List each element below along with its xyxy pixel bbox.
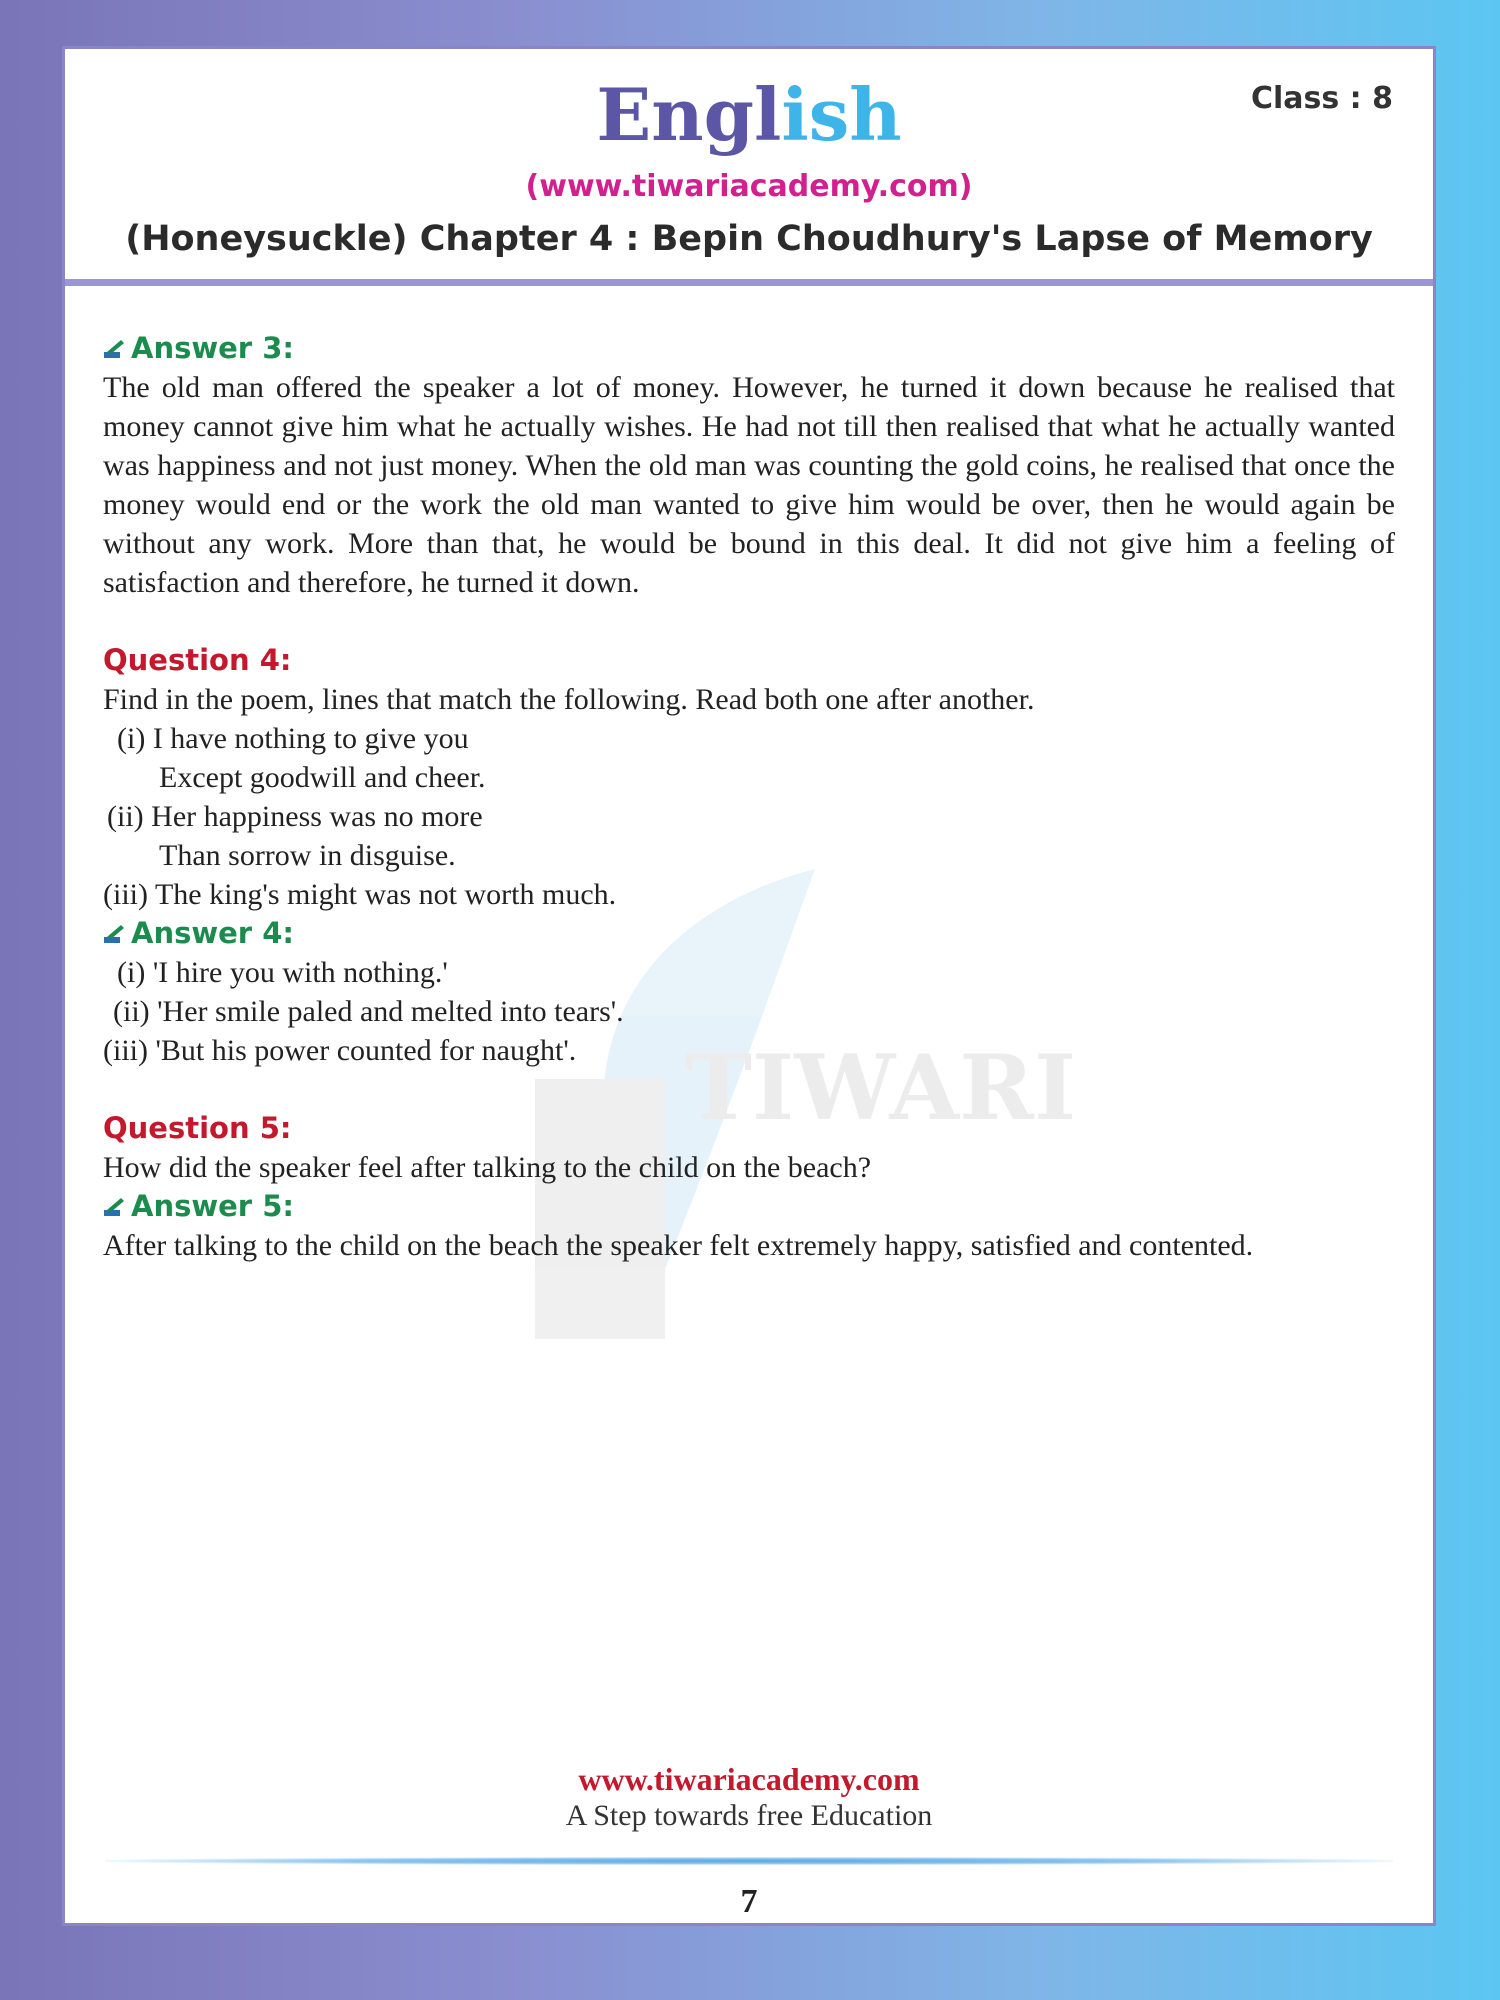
answer-4-heading-text: Answer 4: — [131, 916, 294, 950]
subject-title-part2: ish — [781, 72, 902, 157]
pen-icon — [103, 923, 125, 945]
answer-4-item: (ii) 'Her smile paled and melted into tears'. — [113, 995, 624, 1028]
answer-4-item: (i) 'I hire you with nothing.' — [117, 956, 448, 989]
footer-website-link[interactable]: www.tiwariacademy.com — [578, 1761, 920, 1797]
question-4-prompt: Find in the poem, lines that match the following. Read both one after another. — [103, 683, 1035, 716]
question-4-item: Than sorrow in disguise. — [159, 839, 456, 872]
pen-icon — [103, 338, 125, 360]
subject-title — [65, 72, 1433, 157]
pen-icon — [103, 1196, 125, 1218]
footer-tagline: A Step towards free Education — [565, 1799, 933, 1832]
answer-3-text: The old man offered the speaker a lot of money. However, he turned it down because he realised that money cannot give him what he actually wishes. He had not till then realised that what he actually wanted was happiness and not just money. When the old man was counting the gold coins, he realised that once the money would end or the work the old man wanted to give him would be over, then he would again be without any work. More than that, he would be bound in this deal. It did not give him a feeling of satisfaction and therefore, he turned it down. — [103, 371, 1395, 599]
answer-3-heading-text: Answer 3: — [131, 331, 294, 365]
footer-divider — [105, 1857, 1393, 1865]
answer-5-text: After talking to the child on the beach the speaker felt extremely happy, satisfied and contented. — [103, 1229, 1254, 1262]
svg-text:TIWARI: TIWARI — [685, 1035, 1077, 1141]
answer-5-heading-text: Answer 5: — [131, 1189, 294, 1223]
question-4-item: (ii) Her happiness was no more — [107, 800, 483, 833]
class-label: Class : 8 — [1250, 81, 1393, 116]
question-4-heading: Question 4: — [103, 643, 292, 677]
document-page — [62, 46, 1436, 1926]
question-5-prompt: How did the speaker feel after talking to the child on the beach? — [103, 1151, 872, 1184]
chapter-title: (Honeysuckle) Chapter 4 : Bepin Choudhury's Lapse of Memory — [125, 219, 1373, 259]
answer-3-heading — [103, 329, 1395, 368]
answer-5-heading — [103, 1187, 1395, 1226]
page-content — [103, 329, 1395, 1265]
page-header — [65, 49, 1433, 286]
subject-title-part1: Engl — [596, 72, 782, 157]
page-number: 7 — [740, 1883, 758, 1920]
question-4-item: (i) I have nothing to give you — [117, 722, 469, 755]
question-5-heading: Question 5: — [103, 1111, 292, 1145]
question-4-item: (iii) The king's might was not worth much. — [103, 878, 617, 911]
answer-4-heading — [103, 914, 1395, 953]
question-4-item: Except goodwill and cheer. — [159, 761, 486, 794]
answer-4-item: (iii) 'But his power counted for naught'. — [103, 1034, 577, 1067]
header-website-link[interactable]: (www.tiwariacademy.com) — [525, 169, 973, 204]
